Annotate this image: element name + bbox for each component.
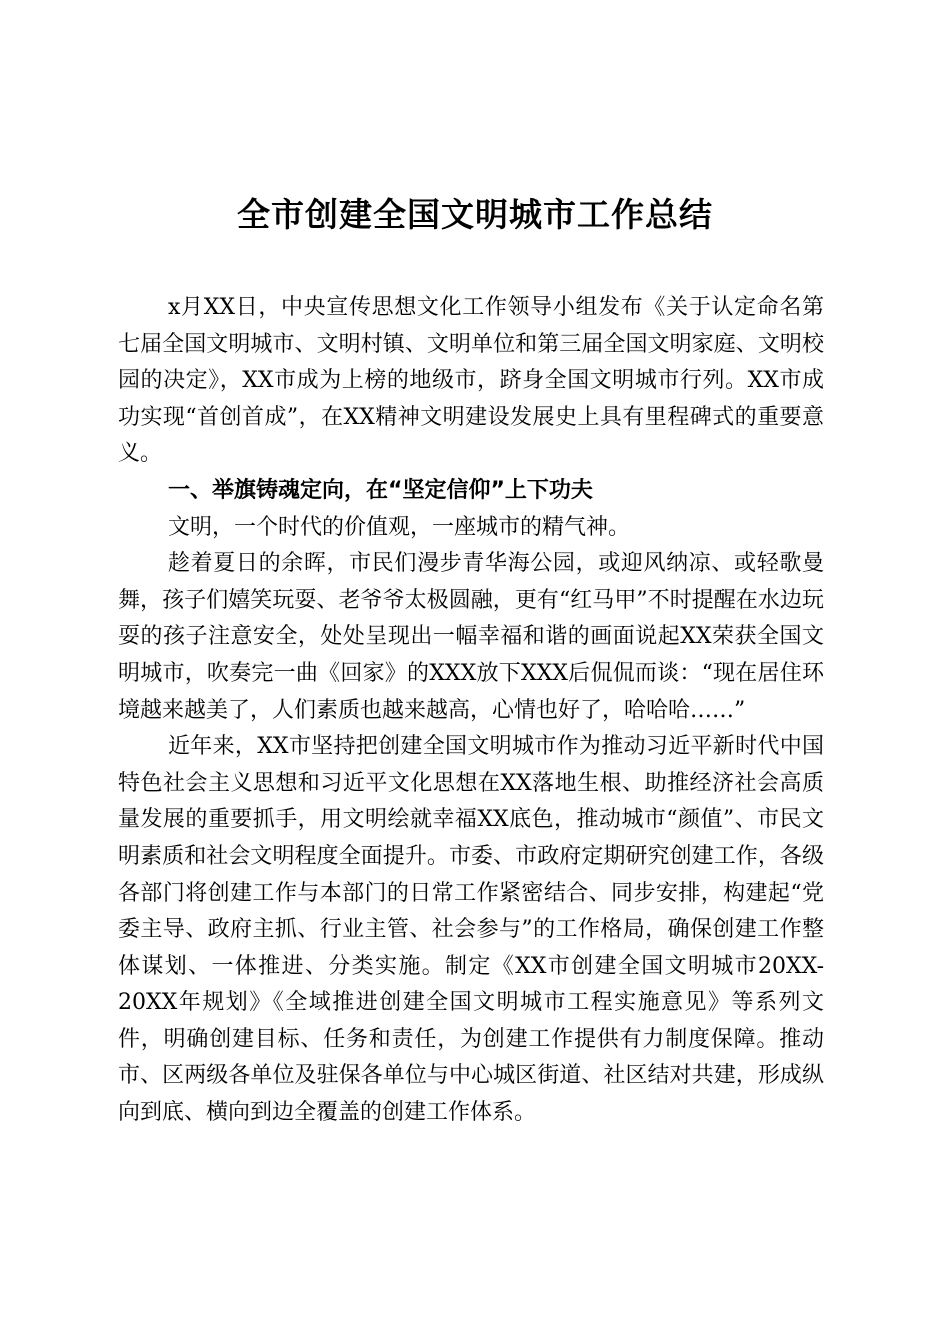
document-title: 全市创建全国文明城市工作总结 bbox=[237, 195, 713, 234]
section-heading: 一、举旗铸魂定向，在“坚定信仰”上下功夫 bbox=[168, 477, 593, 503]
body-paragraph: 文明，一个时代的价值观，一座城市的精气神。 bbox=[168, 514, 631, 540]
body-paragraph: 趁着夏日的余晖，市民们漫步青华海公园，或迎风纳凉、或轻歌曼舞，孩子们嬉笑玩耍、老爷爷太极圆融，更有“红马甲”不时提醒在水边玩耍的孩子注意安全，处处呈现出一幅幸福和谐的画面说起XX荣获全国文明城市，吹奏完一曲《回家》的XXX放下XXX后侃侃而谈：“现在居住环境越来越美了，人们素质也越来越高，心情也好了，哈哈哈……” bbox=[118, 551, 824, 723]
intro-paragraph: x月XX日，中央宣传思想文化工作领导小组发布《关于认定命名第七届全国文明城市、文明村镇、文明单位和第三届全国文明家庭、文明校园的决定》，XX市成为上榜的地级市，跻身全国文明城市行列。XX市成功实现“首创首成”，在XX精神文明建设发展史上具有里程碑式的重要意义。 bbox=[118, 295, 824, 467]
document-body bbox=[118, 290, 824, 1132]
body-paragraph: 近年来，XX市坚持把创建全国文明城市作为推动习近平新时代中国特色社会主义思想和习近平文化思想在XX落地生根、助推经济社会高质量发展的重要抓手，用文明绘就幸福XX底色，推动城市“颜值”、市民文明素质和社会文明程度全面提升。市委、市政府定期研究创建工作，各级各部门将创建工作与本部门的日常工作紧密结合、同步安排，构建起“党委主导、政府主抓、行业主管、社会参与”的工作格局，确保创建工作整体谋划、一体推进、分类实施。制定《XX市创建全国文明城市20XX-20XX年规划》《全域推进创建全国文明城市工程实施意见》等系列文件，明确创建目标、任务和责任，为创建工作提供有力制度保障。推动市、区两级各单位及驻保各单位与中心城区街道、社区结对共建，形成纵向到底、横向到边全覆盖的创建工作体系。 bbox=[118, 734, 824, 1126]
